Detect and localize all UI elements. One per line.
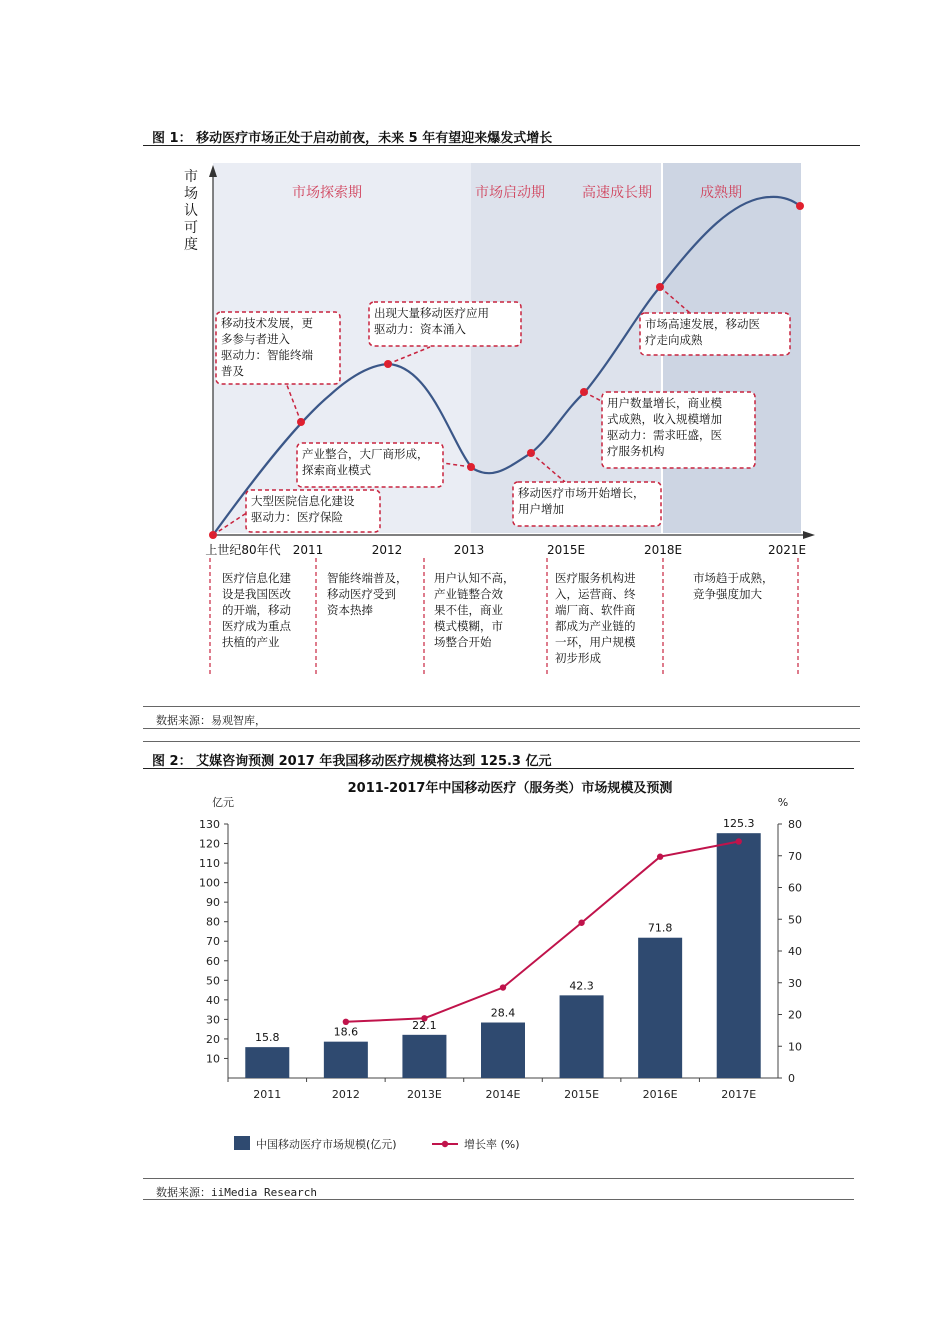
x-tick-label: 2015E — [564, 1088, 600, 1101]
callout-line: 驱动力：医疗保险 — [251, 510, 343, 524]
curve-point — [796, 202, 804, 210]
callout-box — [640, 313, 790, 355]
phase-description-line: 竞争强度加大 — [693, 587, 762, 601]
phase-description-line: 医疗信息化建 — [222, 571, 291, 585]
growth-rate-point — [736, 838, 742, 844]
callout-box — [297, 443, 443, 487]
phase-description-line: 设是我国医改 — [222, 587, 291, 601]
phase-description-line: 模式模糊，市 — [434, 619, 503, 633]
callout-line: 用户数量增长，商业模 — [607, 396, 722, 410]
callout-box — [513, 482, 661, 526]
x-axis-arrow — [803, 531, 815, 539]
figure1-end-rule — [143, 741, 860, 742]
left-tick-label: 130 — [199, 818, 220, 831]
figure2-caption-rule — [143, 768, 854, 769]
phase-description-line: 入，运营商、终 — [555, 587, 636, 601]
callout-box — [602, 392, 755, 468]
x-tick-label: 2013 — [453, 543, 485, 557]
bar-value-label: 18.6 — [333, 1025, 359, 1039]
x-tick-label: 2018E — [643, 543, 683, 557]
growth-rate-point — [578, 920, 584, 926]
growth-rate-point — [657, 854, 663, 860]
growth-rate-point — [500, 984, 506, 990]
left-tick-label: 10 — [206, 1052, 220, 1066]
figure1-source: 数据来源：易观智库， — [156, 714, 266, 727]
phase-description-line: 一环，用户规模 — [555, 635, 636, 649]
y-axis-label-char: 度 — [184, 237, 198, 253]
callout-box — [246, 490, 380, 532]
bar-value-label: 22.1 — [412, 1018, 437, 1032]
x-tick-label: 2014E — [485, 1088, 521, 1101]
legend-line-marker — [442, 1141, 448, 1147]
figure2-source-rule-bottom — [143, 1199, 854, 1200]
figure1-source-rule-bottom — [143, 728, 860, 729]
right-tick-label: 0 — [788, 1072, 795, 1085]
phase-description-line: 扶植的产业 — [222, 635, 280, 649]
right-tick-label: 70 — [788, 849, 802, 863]
x-tick-label: 2011 — [253, 1088, 282, 1101]
market-size-bar — [245, 1047, 289, 1078]
callout-line: 驱动力：资本涌入 — [374, 322, 466, 336]
right-tick-label: 60 — [788, 881, 802, 895]
callout-box — [369, 302, 521, 346]
left-tick-label: 80 — [206, 915, 220, 929]
phase-description-line: 都成为产业链的 — [555, 619, 636, 633]
callout-line: 式成熟，收入规模增加 — [607, 412, 722, 426]
phase-description-line: 医疗服务机构进 — [555, 571, 636, 585]
right-tick-label: 40 — [788, 945, 802, 958]
left-tick-label: 100 — [199, 876, 220, 890]
right-tick-label: 20 — [788, 1008, 802, 1022]
chart-title: 2011-2017年中国移动医疗（服务类）市场规模及预测 — [347, 781, 673, 796]
right-tick-label: 80 — [788, 818, 802, 831]
phase-bg-launch — [471, 163, 661, 533]
left-tick-label: 40 — [206, 993, 220, 1007]
callout-line: 疗走向成熟 — [645, 333, 703, 347]
callout-line: 驱动力：智能终端 — [221, 348, 313, 362]
left-tick-label: 50 — [206, 974, 220, 988]
market-size-bar — [402, 1035, 446, 1078]
left-tick-label: 110 — [199, 857, 220, 871]
x-tick-label: 2021E — [767, 543, 807, 557]
callout-line: 疗服务机构 — [607, 444, 665, 458]
market-size-chart — [0, 770, 950, 1170]
phase-description-line: 场整合开始 — [434, 635, 492, 649]
market-size-bar — [638, 938, 682, 1078]
callout-line: 探索商业模式 — [302, 463, 371, 477]
callout-line: 用户增加 — [518, 502, 564, 516]
y-axis-label-char: 场 — [184, 186, 198, 202]
x-tick-label: 2017E — [721, 1088, 757, 1101]
phase-description-line: 智能终端普及， — [327, 571, 408, 585]
phase-description-line: 果不佳，商业 — [434, 603, 503, 617]
right-axis-unit: % — [777, 796, 789, 809]
phase-description-line: 用户认知不高， — [434, 571, 515, 585]
y-axis-label — [184, 169, 198, 253]
y-axis-label-char: 认 — [184, 203, 198, 219]
figure2-source: 数据来源：iiMedia Research — [156, 1186, 317, 1199]
x-tick-label: 2011 — [292, 543, 324, 557]
phase-label-launch: 市场启动期 — [475, 185, 545, 201]
phase-label-growth: 高速成长期 — [582, 185, 652, 201]
left-tick-label: 20 — [206, 1032, 220, 1046]
callout-line: 市场高速发展，移动医 — [645, 317, 760, 331]
growth-rate-point — [343, 1019, 349, 1025]
right-tick-label: 50 — [788, 913, 802, 927]
phase-description-line: 端厂商、软件商 — [555, 603, 636, 617]
figure2-source-rule-top — [143, 1178, 854, 1179]
left-axis-unit: 亿元 — [212, 796, 234, 809]
x-tick-label: 2016E — [642, 1088, 678, 1101]
x-tick-label: 2012 — [331, 1088, 360, 1101]
phase-description-line: 市场趋于成熟， — [693, 571, 774, 585]
x-tick-label: 上世纪80年代 — [205, 543, 281, 557]
figure1-source-rule-top — [143, 706, 860, 707]
bar-value-label: 125.3 — [722, 817, 755, 831]
phase-label-mature: 成熟期 — [700, 185, 742, 201]
legend-line-label: 增长率 (%) — [464, 1138, 520, 1151]
left-tick-label: 70 — [206, 935, 220, 949]
right-tick-label: 30 — [788, 976, 802, 990]
callout-line: 移动技术发展，更 — [221, 316, 313, 330]
legend-bar-label: 中国移动医疗市场规模(亿元) — [256, 1138, 397, 1151]
phase-description-line: 初步形成 — [555, 651, 601, 665]
callout-line: 出现大量移动医疗应用 — [374, 306, 489, 320]
callout-line: 驱动力：需求旺盛，医 — [607, 428, 722, 442]
bar-value-label: 42.3 — [569, 979, 594, 993]
y-axis-label-char: 可 — [184, 220, 198, 236]
legend-bar-swatch — [234, 1136, 250, 1150]
figure2-caption: 图 2： 艾媒咨询预测 2017 年我国移动医疗规模将达到 125.3 亿元 — [152, 754, 552, 769]
phase-description-line: 医疗成为重点 — [222, 619, 291, 633]
callout-line: 普及 — [221, 364, 244, 378]
callout-line: 大型医院信息化建设 — [251, 494, 355, 508]
phase-description-line: 移动医疗受到 — [327, 587, 396, 601]
market-size-bar — [481, 1023, 525, 1078]
callout-line: 移动医疗市场开始增长， — [518, 486, 645, 500]
phase-description-line: 的开端，移动 — [222, 603, 291, 617]
bar-value-label: 28.4 — [490, 1006, 516, 1020]
left-tick-label: 30 — [206, 1013, 220, 1027]
x-tick-label: 2013E — [406, 1088, 442, 1101]
callout-line: 产业整合，大厂商形成， — [302, 447, 429, 461]
phase-description-line: 产业链整合效 — [434, 587, 503, 601]
left-tick-label: 60 — [206, 954, 220, 968]
x-tick-label: 2015E — [546, 543, 586, 557]
figure1-caption: 图 1： 移动医疗市场正处于启动前夜，未来 5 年有望迎来爆发式增长 — [152, 131, 553, 146]
bar-value-label: 15.8 — [255, 1031, 280, 1045]
x-tick-label: 2012 — [371, 543, 403, 557]
market-size-bar — [560, 995, 604, 1078]
market-size-bar — [324, 1042, 368, 1078]
left-tick-label: 120 — [199, 837, 220, 851]
callout-line: 多参与者进入 — [221, 332, 290, 346]
bar-value-label: 71.8 — [647, 921, 673, 935]
phase-label-explore: 市场探索期 — [292, 185, 362, 201]
market-size-bar — [717, 833, 761, 1078]
callout-box — [216, 312, 340, 384]
right-tick-label: 10 — [788, 1040, 802, 1054]
left-tick-label: 90 — [206, 896, 220, 910]
phase-description-line: 资本热捧 — [327, 603, 373, 617]
y-axis-label-char: 市 — [184, 169, 198, 185]
